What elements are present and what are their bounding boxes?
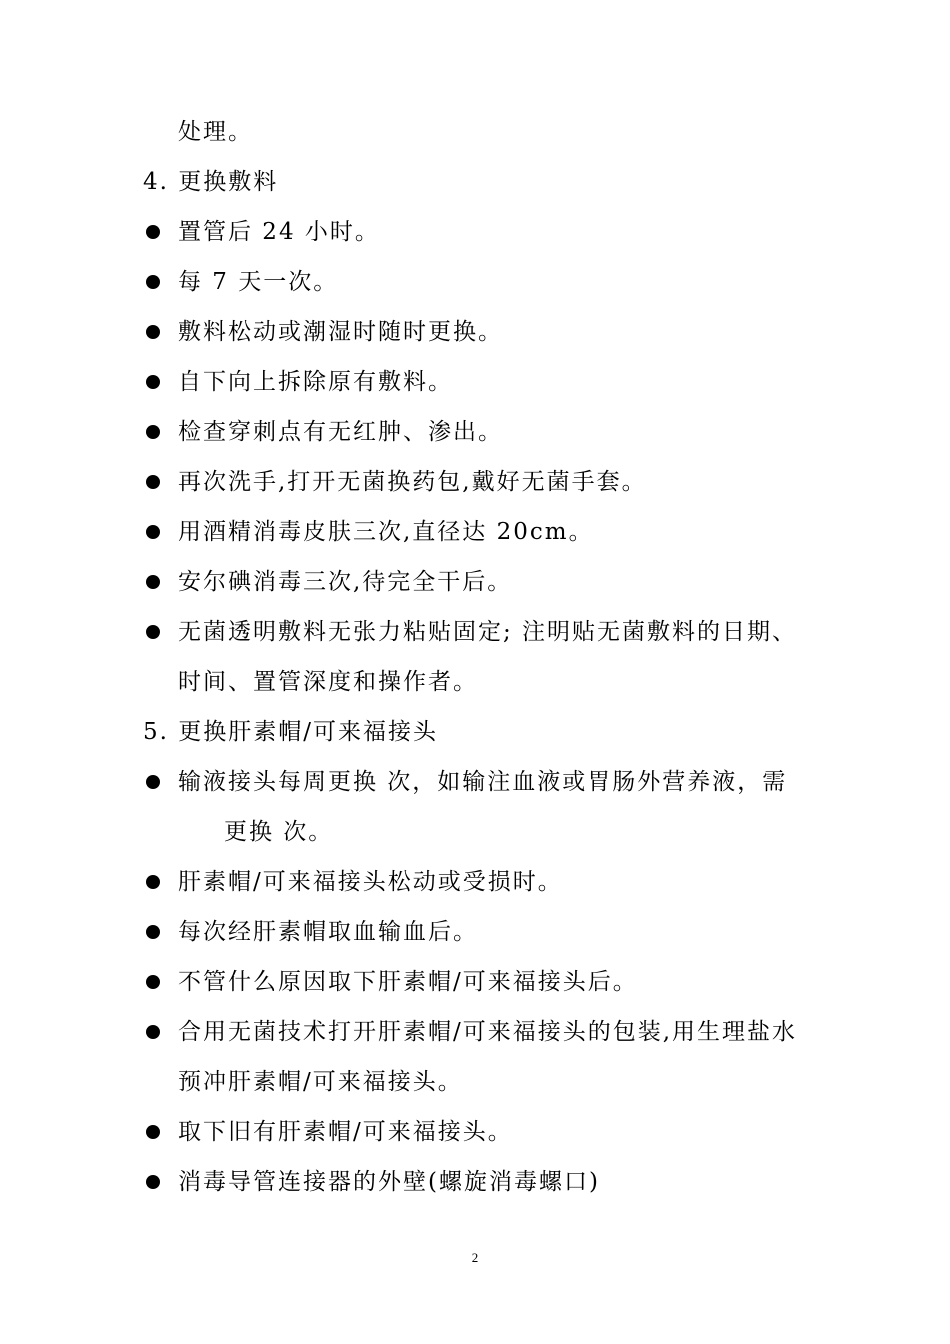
bullet-icon — [146, 925, 160, 939]
section-4-heading: 4. 更换敷料 — [143, 169, 279, 195]
bullet-icon — [146, 1025, 160, 1039]
list-item-continuation: 时间、置管深度和操作者。 — [178, 669, 478, 695]
bullet-icon — [146, 875, 160, 889]
bullet-icon — [146, 525, 160, 539]
list-item: 肝素帽/可来福接头松动或受损时。 — [178, 869, 563, 895]
bullet-icon — [146, 1125, 160, 1139]
list-item: 安尔碘消毒三次,待完全干后。 — [178, 569, 513, 595]
bullet-icon — [146, 1175, 160, 1189]
bullet-icon — [146, 225, 160, 239]
bullet-icon — [146, 775, 160, 789]
bullet-icon — [146, 375, 160, 389]
continuation-text: 处理。 — [178, 119, 253, 145]
bullet-icon — [146, 625, 160, 639]
list-item: 消毒导管连接器的外壁(螺旋消毒螺口) — [178, 1169, 600, 1195]
list-item: 合用无菌技术打开肝素帽/可来福接头的包装,用生理盐水 — [178, 1019, 798, 1045]
list-item: 每 7 天一次。 — [178, 269, 339, 295]
list-item: 再次洗手,打开无菌换药包,戴好无菌手套。 — [178, 469, 647, 495]
section-5-heading: 5. 更换肝素帽/可来福接头 — [143, 719, 439, 745]
list-item: 取下旧有肝素帽/可来福接头。 — [178, 1119, 513, 1145]
list-item-continuation: 更换 次。 — [224, 819, 334, 845]
list-item: 用酒精消毒皮肤三次,直径达 20cm。 — [178, 519, 594, 545]
bullet-icon — [146, 325, 160, 339]
bullet-icon — [146, 475, 160, 489]
bullet-icon — [146, 975, 160, 989]
list-item: 敷料松动或潮湿时随时更换。 — [178, 319, 503, 345]
list-item: 置管后 24 小时。 — [178, 219, 380, 245]
bullet-icon — [146, 425, 160, 439]
list-item: 检查穿刺点有无红肿、渗出。 — [178, 419, 503, 445]
list-item-continuation: 预冲肝素帽/可来福接头。 — [178, 1069, 463, 1095]
list-item: 不管什么原因取下肝素帽/可来福接头后。 — [178, 969, 638, 995]
list-item: 输液接头每周更换 次，如输注血液或胃肠外营养液，需 — [178, 769, 788, 795]
bullet-icon — [146, 575, 160, 589]
page-number: 2 — [471, 1250, 479, 1265]
list-item: 每次经肝素帽取血输血后。 — [178, 919, 478, 945]
list-item: 无菌透明敷料无张力粘贴固定; 注明贴无菌敷料的日期、 — [178, 619, 798, 645]
bullet-icon — [146, 275, 160, 289]
list-item: 自下向上拆除原有敷料。 — [178, 369, 453, 395]
